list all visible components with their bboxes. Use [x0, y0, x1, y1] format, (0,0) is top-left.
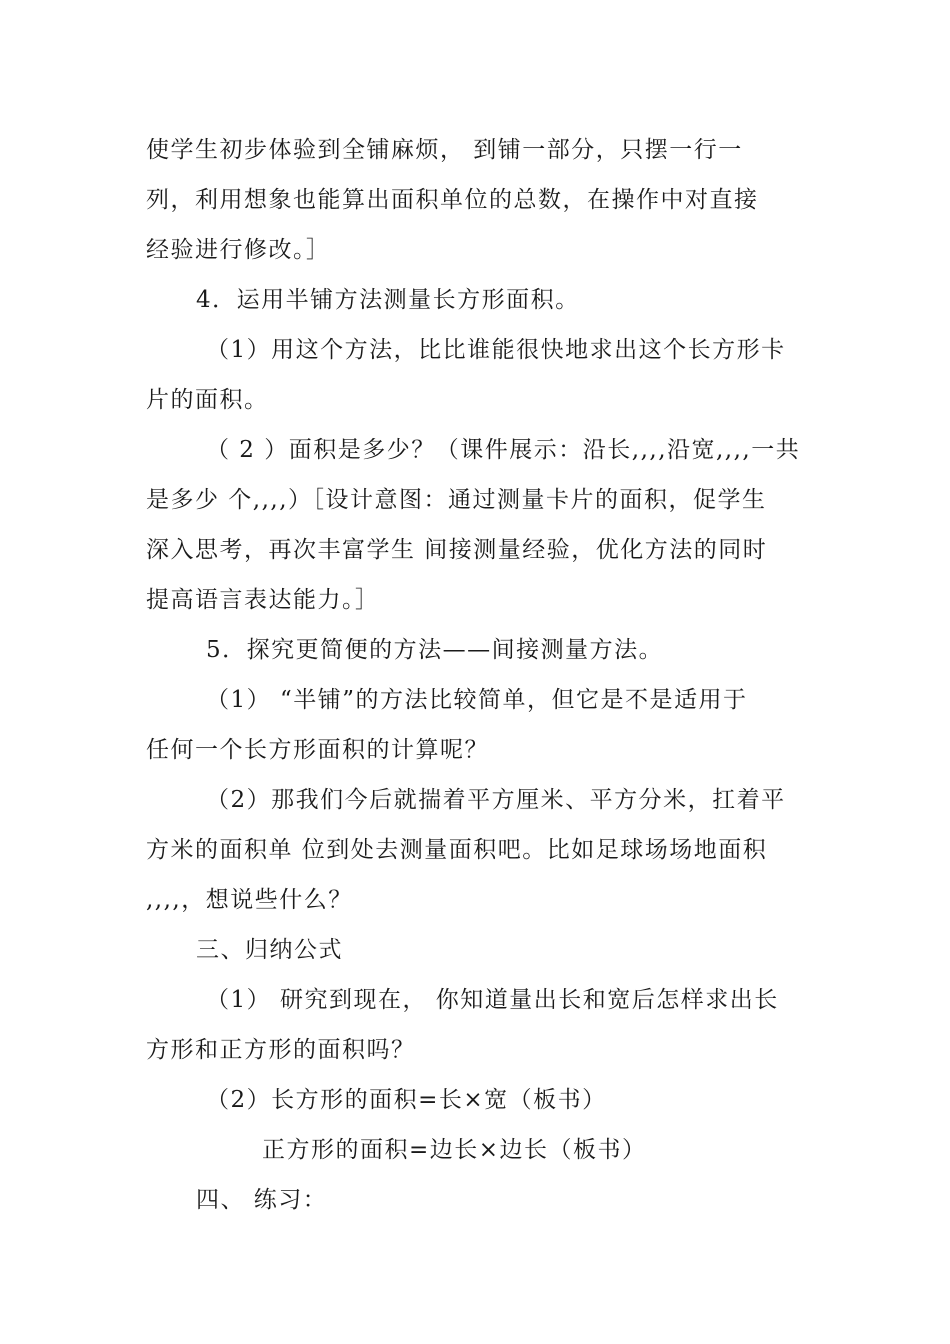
- text-line: （2）那我们今后就揣着平方厘米、平方分米，扛着平: [206, 787, 786, 813]
- text-line: 片的面积。: [146, 387, 269, 413]
- text-line: 是多少 个,,,,）［设计意图：通过测量卡片的面积，促学生: [146, 487, 767, 513]
- formula-line: 正方形的面积=边长×边长（板书）: [262, 1137, 647, 1163]
- text-line: 4．运用半铺方法测量长方形面积。: [196, 287, 580, 313]
- text-line: （1） 研究到现在， 你知道量出长和宽后怎样求出长: [206, 987, 779, 1013]
- section-heading: 三、归纳公式: [196, 937, 343, 963]
- text-line: （1） “半铺”的方法比较简单，但它是不是适用于: [206, 687, 748, 713]
- text-line: （1）用这个方法，比比谁能很快地求出这个长方形卡: [206, 337, 786, 363]
- text-line: 使学生初步体验到全铺麻烦， 到铺一部分，只摆一行一: [146, 137, 743, 163]
- section-heading: 四、 练习：: [196, 1187, 328, 1213]
- text-line: （ 2 ）面积是多少？（课件展示：沿长,,,,沿宽,,,,一共: [206, 437, 801, 463]
- text-line: 提高语言表达能力。］: [146, 587, 380, 613]
- text-line: 方形和正方形的面积吗？: [146, 1037, 416, 1063]
- text-line: 经验进行修改。］: [146, 237, 331, 263]
- text-line: ,,,,，想说些什么？: [146, 887, 353, 913]
- text-line: 列，利用想象也能算出面积单位的总数，在操作中对直接: [146, 187, 759, 213]
- text-line: 方米的面积单 位到处去测量面积吧。比如足球场场地面积: [146, 837, 768, 863]
- formula-line: （2）长方形的面积=长×宽（板书）: [206, 1087, 607, 1113]
- text-line: 任何一个长方形面积的计算呢？: [146, 737, 489, 763]
- text-line: 5．探究更简便的方法——间接测量方法。: [206, 637, 664, 663]
- text-line: 深入思考，再次丰富学生 间接测量经验，优化方法的同时: [146, 537, 768, 563]
